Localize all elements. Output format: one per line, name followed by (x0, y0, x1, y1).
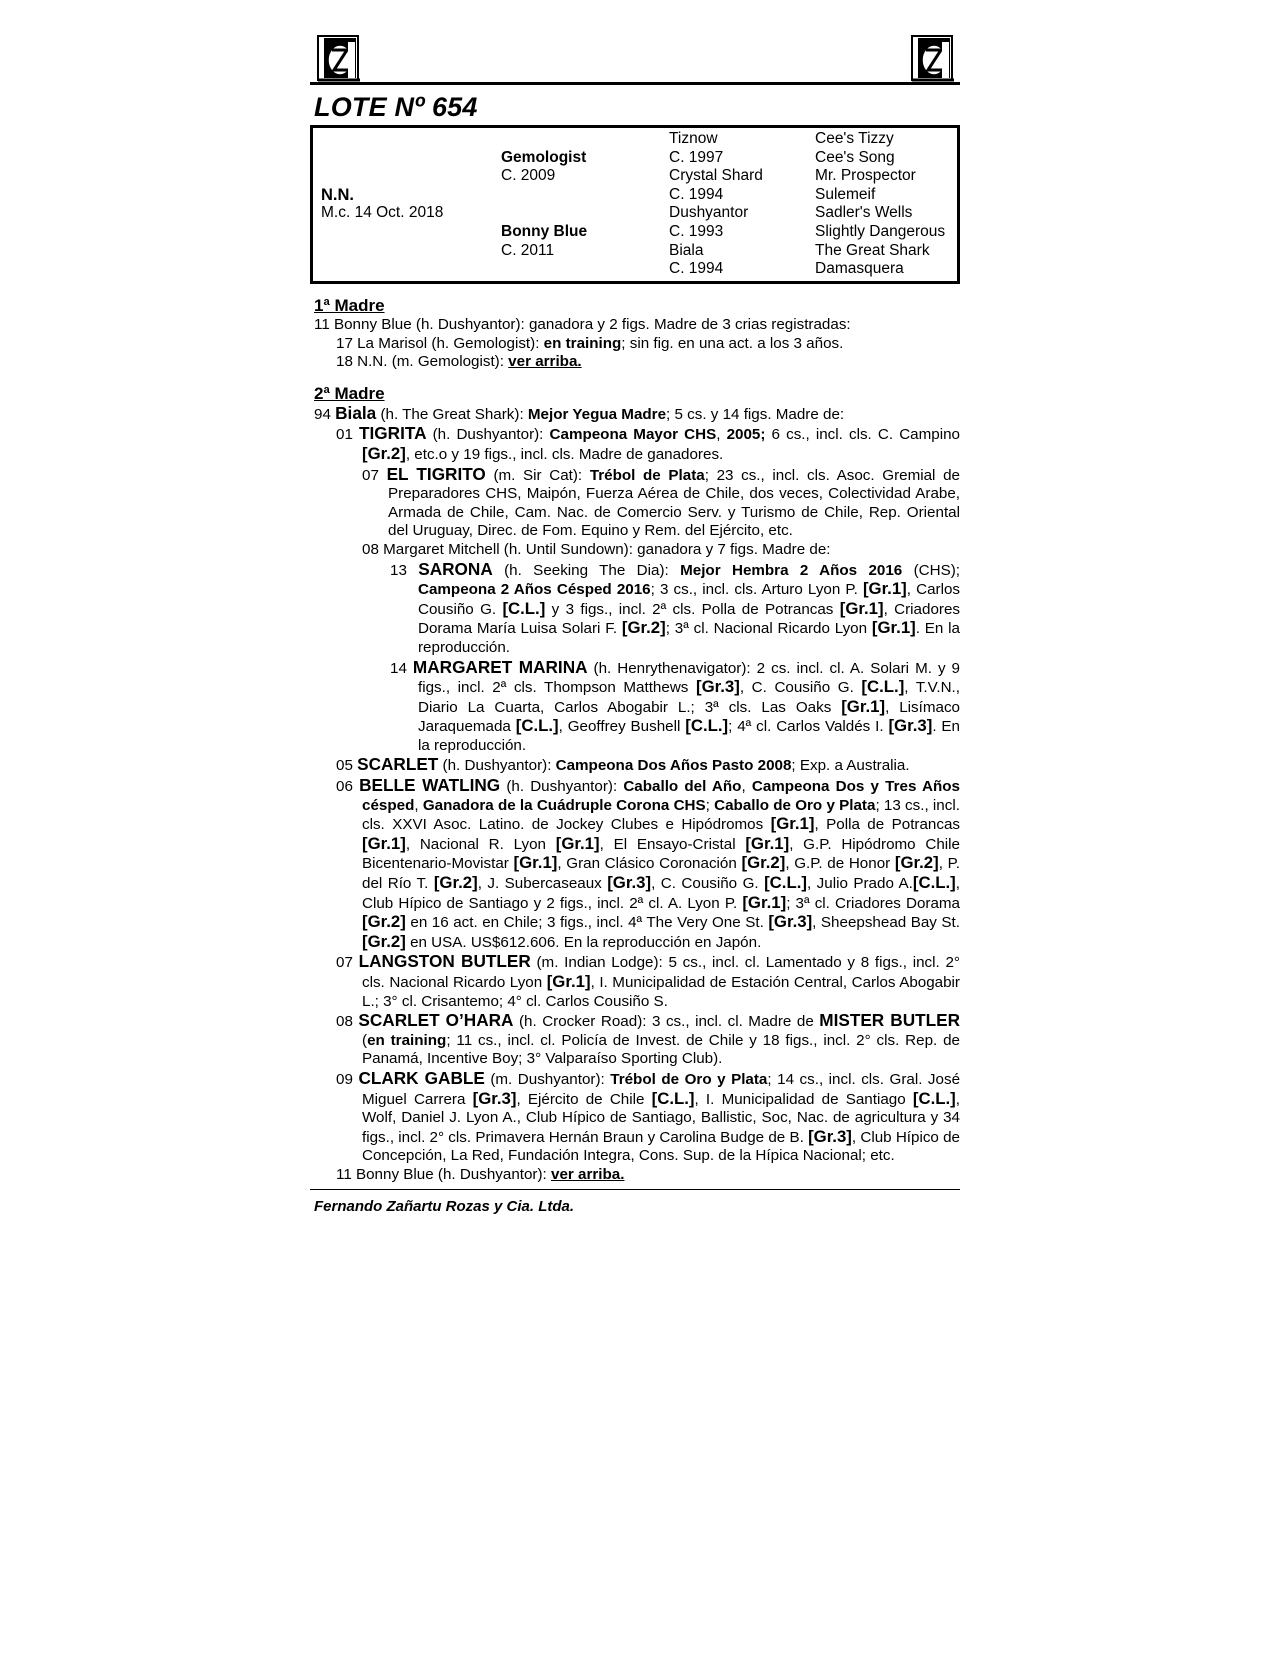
great-grandparent: Mr. Prospector (815, 167, 916, 185)
dam-info: C. 2011 (501, 241, 555, 259)
subject-name: N.N. (321, 185, 354, 204)
offspring-entry: 07 EL TIGRITO (m. Sir Cat): Trébol de Plata; 23 cs., incl. cls. Asoc. Gremial de Preparadores CHS, Maipón, Fuerza Aérea de Chile, dos veces, Colectividad Arabe, Armada de Chile, Cam. Nac. de Comercio Serv. y Turismo de Chile, Rep. Oriental del Uruguay, Direc. de Fom. Equino y Rem. del Ejército, etc. (362, 463, 960, 540)
great-grandparent: Slightly Dangerous (815, 222, 946, 240)
second-dam-section (310, 404, 960, 1185)
offspring-entry: 13 SARONA (h. Seeking The Dia): Mejor Hembra 2 Años 2016 (CHS); Campeona 2 Años Césped 2016; 3 cs., incl. cls. Arturo Lyon P. [Gr.1], Carlos Cousiño G. [C.L.] y 3 figs., incl. 2ª cls. Polla de Potrancas [Gr.1], Criadores Dorama María Luisa Solari F. [Gr.2]; 3ª cl. Nacional Ricardo Lyon [Gr.1]. En la reproducción. (390, 558, 961, 656)
grandparent-name: Biala (669, 241, 704, 259)
offspring-entry: 08 SCARLET O’HARA (h. Crocker Road): 3 cs., incl. cl. Madre de MISTER BUTLER (en training; 11 cs., incl. cl. Policía de Invest. de Chile y 18 figs., incl. 2° cls. Rep. de Panamá, Incentive Boy; 3° Valparaíso Sporting Club). (336, 1010, 960, 1068)
grandparent-name: Crystal Shard (669, 167, 763, 185)
grandparent-info: C. 1994 (669, 185, 724, 203)
subject-column (321, 130, 443, 223)
offspring-entry: 14 MARGARET MARINA (h. Henrythenavigator): 2 cs. incl. cl. A. Solari M. y 9 figs., incl. 2ª cls. Thompson Matthews [Gr.3], C. Cousiño G. [C.L.], T.V.N., Diario La Cuarta, Carlos Abogabir L.; 3ª cls. Las Oaks [Gr.1], Lisímaco Jaraquemada [C.L.], Geoffrey Bushell [C.L.]; 4ª cl. Carlos Valdés I. [Gr.3]. En la reproducción. (390, 656, 960, 754)
lot-title: LOTE Nº 654 (314, 92, 478, 122)
sire-info: C. 2009 (501, 167, 556, 185)
great-grandparent: Cee's Song (815, 148, 895, 166)
offspring-entry: 05 SCARLET (h. Dushyantor): Campeona Dos Años Pasto 2008; Exp. a Australia. (336, 754, 910, 775)
offspring-entry: 06 BELLE WATLING (h. Dushyantor): Caballo del Año, Campeona Dos y Tres Años césped, Ganadora de la Cuádruple Corona CHS; Caballo de Oro y Plata; 13 cs., incl. cls. XXVI Asoc. Latino. de Jockey Clubes e Hipódromos [Gr.1], Polla de Potrancas [Gr.1], Nacional R. Lyon [Gr.1], El Ensayo-Cristal [Gr.1], G.P. Hipódromo Chile Bicentenario-Movistar [Gr.1], Gran Clásico Coronación [Gr.2], G.P. de Honor [Gr.2], P. del Río T. [Gr.2], J. Subercaseaux [Gr.3], C. Cousiño G. [C.L.], Julio Prado A.[C.L.], Club Hípico de Santiago y 2 figs., incl. 2ª cl. A. Lyon P. [Gr.1]; 3ª cl. Criadores Dorama [Gr.2] en 16 act. en Chile; 3 figs., incl. 4ª The Very One St. [Gr.3], Sheepshead Bay St. [Gr.2] en USA. US$612.606. En la reproducción en Japón. (336, 775, 960, 951)
offspring-entry: 07 LANGSTON BUTLER (m. Indian Lodge): 5 cs., incl. cl. Lamentado y 8 figs., incl. 2° cls. Nacional Ricardo Lyon [Gr.1], I. Municipalidad de Estación Central, Carlos Abogabir L.; 3° cl. Crisantemo; 4° cl. Carlos Cousiño S. (336, 951, 960, 1010)
see-above-link: ver arriba. (508, 353, 582, 371)
second-dam-heading: 2ª Madre (314, 383, 385, 403)
pedigree-table (310, 125, 960, 284)
offspring-entry: 17 La Marisol (h. Gemologist): en training; sin fig. en una act. a los 3 años. (336, 334, 844, 352)
great-grandparents-column (815, 130, 945, 279)
zr-logo-icon (316, 34, 362, 82)
offspring-entry: 18 N.N. (m. Gemologist): ver arriba. (336, 353, 582, 371)
grandparent-info: C. 1994 (669, 260, 724, 278)
great-grandparent: Damasquera (815, 260, 904, 278)
grandparent-info: C. 1993 (669, 222, 724, 240)
offspring-entry: 11 Bonny Blue (h. Dushyantor): ver arriba. (336, 1165, 625, 1183)
catalog-page (310, 30, 960, 1215)
header-divider (310, 82, 960, 85)
second-dam-entry: 94 Biala (h. The Great Shark): Mejor Yegua Madre; 5 cs. y 14 figs. Madre de: (314, 402, 845, 423)
see-above-link: ver arriba. (551, 1165, 625, 1183)
first-dam-heading: 1ª Madre (314, 296, 385, 315)
first-dam-section (310, 316, 960, 372)
parents-column (501, 130, 587, 260)
offspring-entry: 01 TIGRITA (h. Dushyantor): Campeona Mayor CHS, 2005; 6 cs., incl. cls. C. Campino [Gr.2], etc.o y 19 figs., incl. cls. Madre de ganadores. (336, 423, 960, 463)
sire-name: Gemologist (501, 148, 587, 166)
dam-name: Bonny Blue (501, 222, 588, 240)
page-header (310, 30, 960, 86)
zr-logo-icon (910, 34, 956, 82)
great-grandparent: Sadler's Wells (815, 204, 913, 222)
footer-company: Fernando Zañartu Rozas y Cia. Ltda. (314, 1198, 575, 1216)
great-grandparent: Cee's Tizzy (815, 130, 894, 147)
great-grandparent: The Great Shark (815, 241, 930, 259)
grandparents-column (669, 130, 763, 279)
grandparent-name: Dushyantor (669, 204, 749, 222)
footer-divider (310, 1189, 960, 1191)
grandparent-info: C. 1997 (669, 148, 724, 166)
first-dam-entry: 11 Bonny Blue (h. Dushyantor): ganadora y 2 figs. Madre de 3 crias registradas: (314, 316, 851, 333)
offspring-entry: 09 CLARK GABLE (m. Dushyantor): Trébol de Oro y Plata; 14 cs., incl. cls. Gral. José Miguel Carrera [Gr.3], Ejército de Chile [C.L.], I. Municipalidad de Santiago [C.L.], Wolf, Daniel J. Lyon A., Club Hípico de Santiago, Ballistic, Soc, Nac. de agricultura y 34 figs., incl. 2° cls. Primavera Hernán Braun y Carolina Budge de B. [Gr.3], Club Hípico de Concepción, La Red, Fundación Integra, Cons. Sup. de la Hípica Nacional; etc. (336, 1067, 961, 1165)
subject-info: M.c. 14 Oct. 2018 (321, 204, 444, 222)
grandparent-name: Tiznow (669, 130, 718, 147)
great-grandparent: Sulemeif (815, 185, 876, 203)
offspring-entry: 08 Margaret Mitchell (h. Until Sundown): ganadora y 7 figs. Madre de: (362, 540, 831, 558)
